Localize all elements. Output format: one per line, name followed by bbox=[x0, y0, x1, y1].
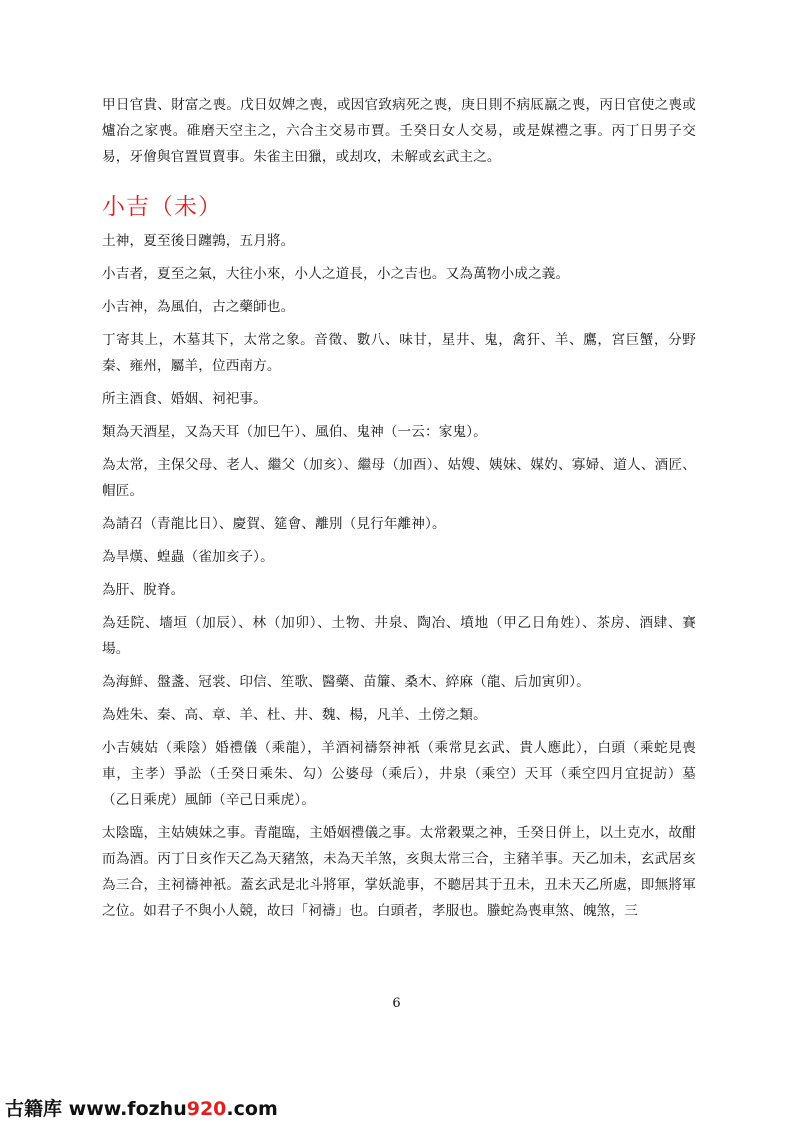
paragraph-10: 為肝、脫脊。 bbox=[102, 582, 185, 598]
watermark-url-part3: .com bbox=[226, 1098, 278, 1120]
paragraph-4: 丁寄其上，木墓其下，太常之象。音徵、數八、味甘，星井、鬼，禽犴、羊、鷹，宮巨蟹，分野秦、雍州，屬羊，位西南方。 bbox=[102, 332, 696, 374]
paragraph-14: 小吉姨姑（乘陰）婚禮儀（乘龍），羊酒祠禱祭神衹（乘常見玄武、貴人應此），白頭（乘蛇見喪車，主孝）爭訟（壬癸日乘朱、勾）公婆母（乘后），井泉（乘空）天耳（乘空四月宜捉訪）墓（乙日乘虎）風師（辛己日乘虎）。 bbox=[102, 740, 696, 808]
paragraph-5: 所主酒食、婚姻、祠祀事。 bbox=[102, 391, 267, 407]
paragraph-3: 小吉神，為風伯，古之藥師也。 bbox=[102, 299, 295, 315]
paragraph-11: 為廷院、墻垣（加辰）、林（加卯）、土物、井泉、陶冶、墳地（甲乙日角姓）、茶房、酒肆、賽場。 bbox=[102, 615, 696, 657]
paragraph-8: 為請召（青龍比日）、慶賀、筵會、離別（見行年離神）。 bbox=[102, 516, 446, 532]
watermark-url-part1: www.fozhu bbox=[68, 1098, 187, 1120]
watermark-url[interactable] bbox=[69, 1098, 278, 1120]
opening-paragraph: 甲日官貴、財富之喪。戊日奴婢之喪，或因官致病死之喪，庚日則不病厎羸之喪，丙日官使之喪或爐冶之家喪。碓磨天空主之，六合主交易市賈。壬癸日女人交易，或是媒禮之事。丙丁日男子交易，牙儈與官置買賣事。朱雀主田獵，或刦攻，未解或玄武主之。 bbox=[102, 97, 696, 165]
watermark bbox=[5, 1094, 278, 1121]
paragraph-7: 為太常，主保父母、老人、繼父（加亥）、繼母（加酉）、姑嫂、姨妹、媒妁、寡婦、道人、酒匠、帽匠。 bbox=[102, 457, 696, 499]
paragraph-6: 類為天酒星，又為天耳（加巳午）、風伯、鬼神（一云：家鬼）。 bbox=[102, 424, 487, 440]
document-body bbox=[102, 92, 696, 931]
paragraph-15: 太陰臨，主姑姨妹之事。青龍臨，主婚姻禮儀之事。太常穀粟之神，壬癸日併上，以土克水，故酣而為酒。丙丁日亥作天乙為天豬煞，未為天羊煞，亥與太常三合，主豬羊事。天乙加未，玄武居亥為三合，主祠禱神衹。蓋玄武是北斗將軍，掌妖詭事，不聽居其于丑未，丑未天乙所處，即無將軍之位。如君子不與小人競，故曰「祠禱」也。白頭者，孝服也。螣蛇為喪車煞、魄煞，三 bbox=[102, 825, 696, 919]
paragraph-12: 為海鮮、盤盞、冠裳、印信、笙歌、醫藥、苗簾、桑木、綷麻（龍、后加寅卯）。 bbox=[102, 674, 590, 690]
watermark-url-part2: 920 bbox=[186, 1098, 227, 1120]
paragraph-9: 為旱熯、蝗蟲（雀加亥子）。 bbox=[102, 549, 274, 565]
page-number: 6 bbox=[392, 996, 401, 1011]
paragraph-2: 小吉者，夏至之氣，大往小來，小人之道長，小之吉也。又為萬物小成之義。 bbox=[102, 266, 570, 282]
watermark-brand: 古籍库 bbox=[5, 1098, 63, 1120]
paragraph-13: 為姓朱、秦、高、章、羊、杜、井、魏、楊，凡羊、土傍之類。 bbox=[102, 707, 487, 723]
paragraph-1: 土神，夏至後日躔鶉，五月將。 bbox=[102, 233, 295, 249]
section-title: 小吉（未） bbox=[102, 194, 222, 220]
